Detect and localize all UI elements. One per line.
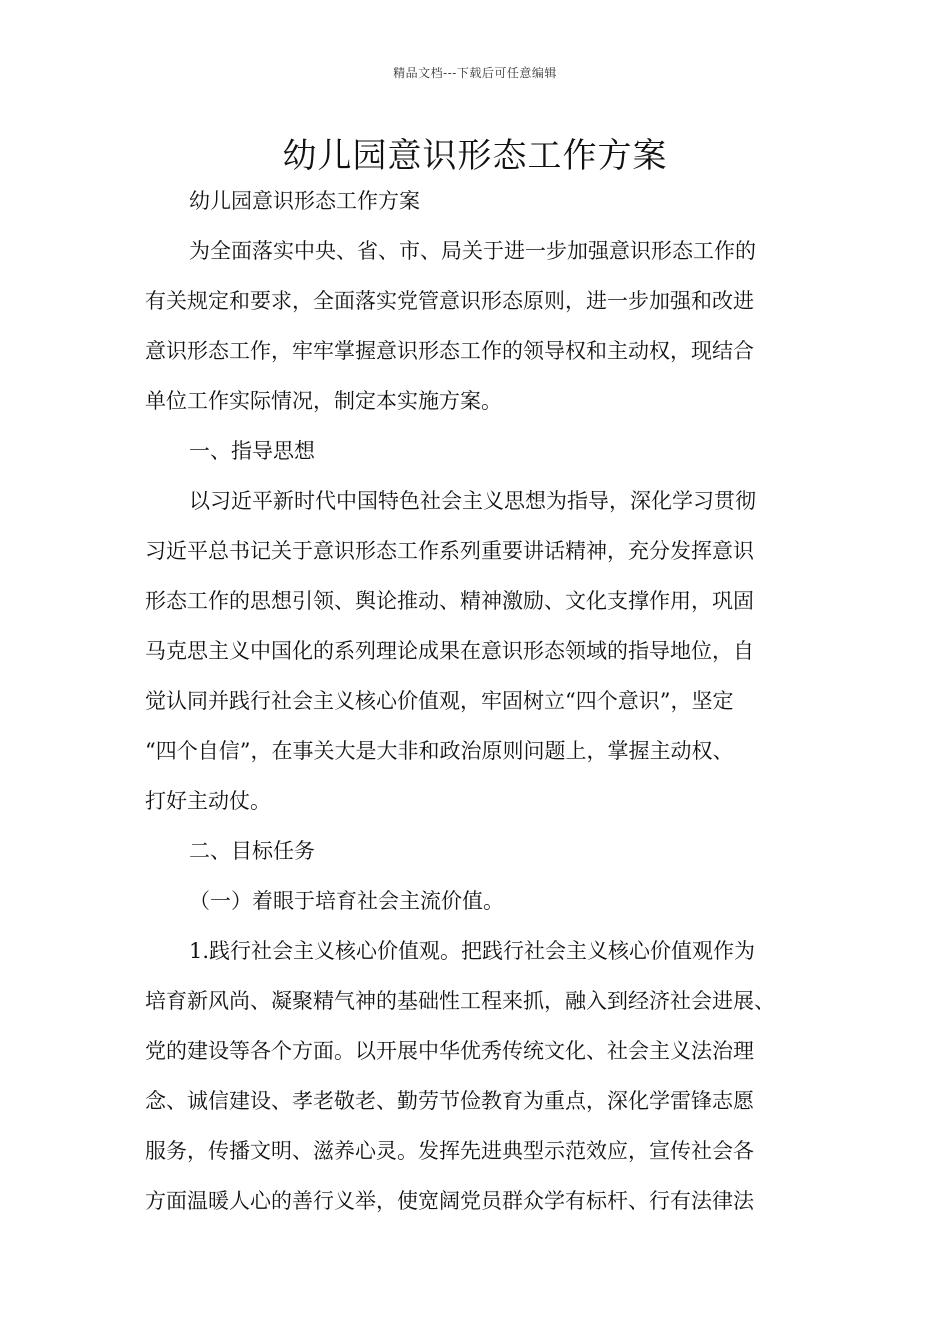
text-line: 一、指导思想 bbox=[189, 439, 315, 463]
text-line: 单位工作实际情况，制定本实施方案。 bbox=[145, 389, 502, 413]
text-line: 方面温暖人心的善行义举，使宽阔党员群众学有标杆、行有法律法 bbox=[145, 1189, 754, 1213]
text-line: “四个自信”，在事关大是大非和政治原则问题上，掌握主动权、 bbox=[145, 739, 734, 763]
text-line: 形态工作的思想引领、舆论推动、精神激励、文化支撑作用，巩固 bbox=[145, 589, 754, 613]
text-line: 意识形态工作，牢牢掌握意识形态工作的领导权和主动权，现结合 bbox=[145, 339, 754, 363]
text-line: 1.践行社会主义核心价值观。把践行社会主义核心价值观作为 bbox=[189, 939, 756, 963]
page-header: 精品文档---下载后可任意编辑 bbox=[393, 66, 557, 80]
text-line: 有关规定和要求，全面落实党管意识形态原则，进一步加强和改进 bbox=[145, 289, 754, 313]
text-line: 服务，传播文明、滋养心灵。发挥先进典型示范效应，宣传社会各 bbox=[145, 1139, 754, 1163]
text-line: 党的建设等各个方面。以开展中华优秀传统文化、社会主义法治理 bbox=[145, 1039, 754, 1063]
document-title: 幼儿园意识形态工作方案 bbox=[282, 136, 668, 176]
text-line: 幼儿园意识形态工作方案 bbox=[189, 189, 420, 213]
text-line: 以习近平新时代中国特色社会主义思想为指导，深化学习贯彻 bbox=[189, 489, 756, 513]
text-line: 打好主动仗。 bbox=[145, 789, 271, 813]
text-line: 为全面落实中央、省、市、局关于进一步加强意识形态工作的 bbox=[189, 239, 756, 263]
text-line: 培育新风尚、凝聚精气神的基础性工程来抓，融入到经济社会进展、 bbox=[145, 989, 775, 1013]
text-line: 马克思主义中国化的系列理论成果在意识形态领域的指导地位，自 bbox=[145, 639, 754, 663]
text-line: （一）着眼于培育社会主流价值。 bbox=[189, 889, 504, 913]
document-body bbox=[145, 176, 815, 1226]
text-line: 二、目标任务 bbox=[189, 839, 315, 863]
text-line: 念、诚信建设、孝老敬老、勤劳节俭教育为重点，深化学雷锋志愿 bbox=[145, 1089, 754, 1113]
text-line: 习近平总书记关于意识形态工作系列重要讲话精神，充分发挥意识 bbox=[145, 539, 754, 563]
text-line: 觉认同并践行社会主义核心价值观，牢固树立“四个意识”，坚定 bbox=[145, 689, 734, 713]
